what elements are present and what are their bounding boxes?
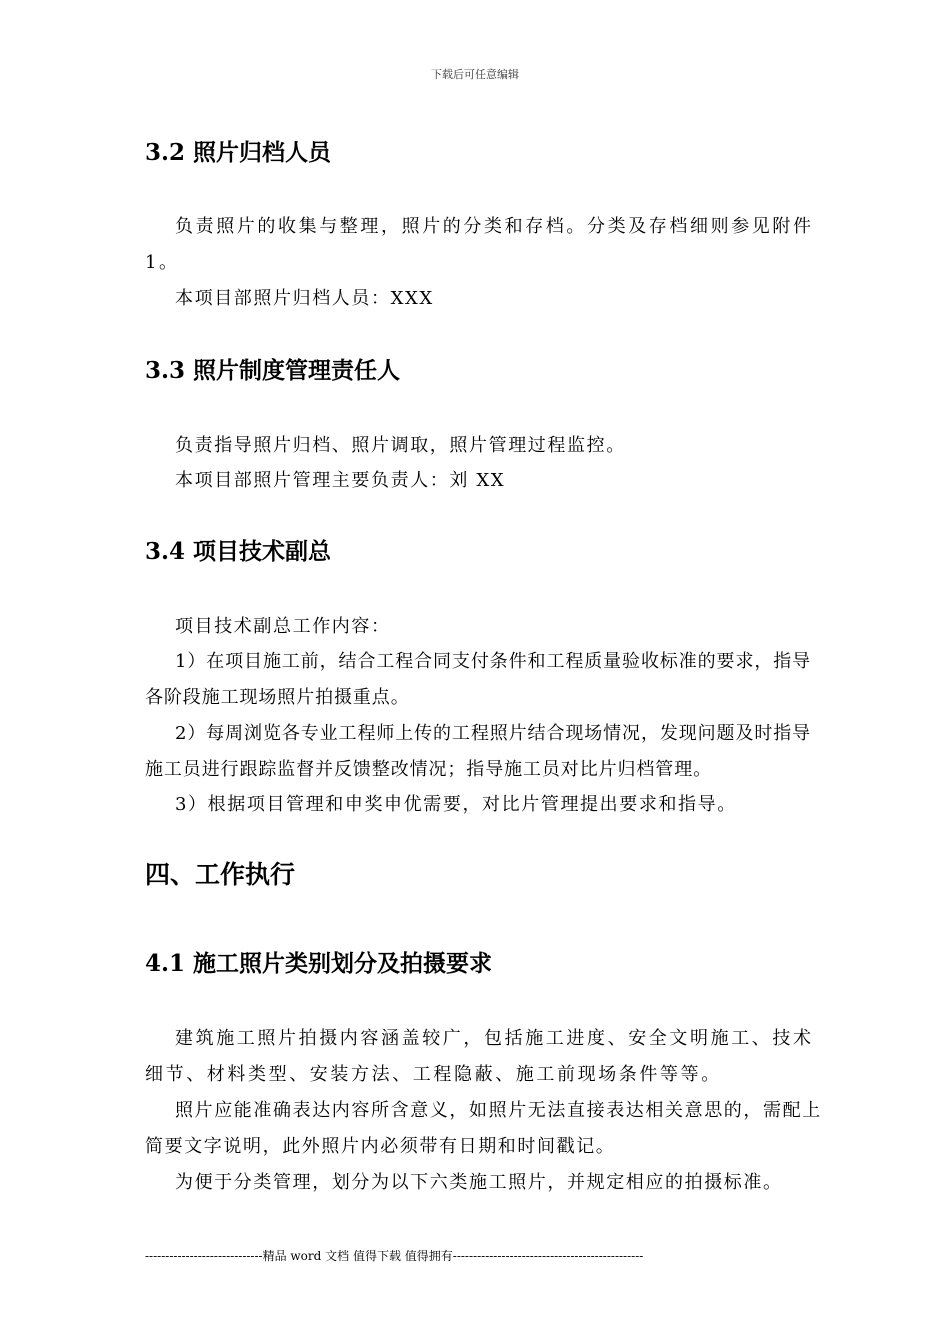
page-header-note: 下载后可任意编辑 — [431, 68, 519, 81]
heading-4-1: 4.1 施工照片类别划分及拍摄要求 — [145, 950, 493, 977]
paragraph-4-1-requirements: 照片应能准确表达内容所含意义，如照片无法直接表达相关意思的，需配上简要文字说明，此外照片内必须带有日期和时间戳记。 — [145, 1100, 822, 1157]
paragraph-4-1-scope: 建筑施工照片拍摄内容涵盖较广，包括施工进度、安全文明施工、技术细节、材料类型、安装方法、工程隐蔽、施工前现场条件等等。 — [145, 1028, 814, 1085]
heading-3-3: 3.3 照片制度管理责任人 — [145, 357, 401, 384]
heading-3-4: 3.4 项目技术副总 — [145, 538, 332, 565]
page-footer: -----------------------------精品 word 文档 值得下载 值得拥有----------------------------------------------- — [145, 1249, 644, 1263]
paragraph-3-4-intro: 项目技术副总工作内容： — [175, 616, 391, 637]
paragraph-3-2-duty: 负责照片的收集与整理，照片的分类和存档。分类及存档细则参见附件 1。 — [145, 216, 814, 273]
paragraph-3-3-duty: 负责指导照片归档、照片调取，照片管理过程监控。 — [175, 435, 626, 456]
paragraph-3-4-item-3: 3）根据项目管理和申奖申优需要，对比片管理提出要求和指导。 — [175, 794, 737, 815]
paragraph-3-4-item-2: 2）每周浏览各专业工程师上传的工程照片结合现场情况，发现问题及时指导施工员进行跟踪监督并反馈整改情况；指导施工员对比片归档管理。 — [145, 723, 812, 780]
heading-3-2: 3.2 照片归档人员 — [145, 139, 332, 166]
paragraph-3-2-person: 本项目部照片归档人员：XXX — [175, 288, 434, 309]
paragraph-3-3-person: 本项目部照片管理主要负责人：刘 XX — [175, 470, 506, 491]
heading-4: 四、工作执行 — [145, 860, 296, 889]
paragraph-3-4-item-1: 1）在项目施工前，结合工程合同支付条件和工程质量验收标准的要求，指导各阶段施工现场照片拍摄重点。 — [145, 651, 812, 708]
paragraph-4-1-classification: 为便于分类管理，划分为以下六类施工照片，并规定相应的拍摄标准。 — [175, 1172, 783, 1193]
